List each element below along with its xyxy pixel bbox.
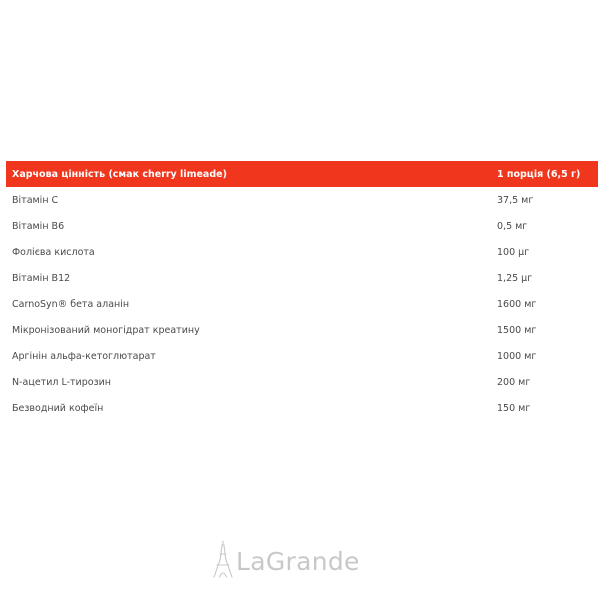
nutrition-table <box>6 161 598 421</box>
nutrient-amount: 1000 мг <box>497 350 537 362</box>
nutrient-name: Вітамін В12 <box>12 272 71 284</box>
nutrient-name: Вітамін С <box>12 194 59 206</box>
table-row <box>6 187 598 213</box>
table-row <box>6 213 598 239</box>
header-nutrition-label: Харчова цінність (смак cherry limeade) <box>12 168 227 180</box>
table-row <box>6 317 598 343</box>
nutrient-name: N-ацетил L-тирозин <box>12 376 112 388</box>
nutrient-name: Мікронізований моногідрат креатину <box>12 324 200 336</box>
nutrient-name: CarnoSyn® бета аланін <box>12 298 130 310</box>
watermark-logo <box>212 541 360 581</box>
nutrient-name: Вітамін В6 <box>12 220 65 232</box>
table-header <box>6 161 598 187</box>
table-row <box>6 395 598 421</box>
nutrient-amount: 150 мг <box>497 402 531 414</box>
table-row <box>6 369 598 395</box>
eiffel-tower-icon <box>212 540 236 582</box>
watermark-text: LaGrande <box>236 546 360 576</box>
nutrient-amount: 100 µг <box>497 246 530 258</box>
nutrient-amount: 1,25 µг <box>497 272 533 284</box>
table-row <box>6 343 598 369</box>
nutrient-name: Фолієва кислота <box>12 246 95 258</box>
table-row <box>6 291 598 317</box>
nutrient-name: Безводний кофеїн <box>12 402 104 414</box>
nutrient-amount: 1600 мг <box>497 298 537 310</box>
nutrient-amount: 1500 мг <box>497 324 537 336</box>
table-row <box>6 239 598 265</box>
nutrient-amount: 0,5 мг <box>497 220 528 232</box>
header-serving-label: 1 порція (6,5 г) <box>497 168 581 180</box>
table-row <box>6 265 598 291</box>
nutrient-name: Аргінін альфа-кетоглютарат <box>12 350 156 362</box>
nutrient-amount: 37,5 мг <box>497 194 534 206</box>
nutrient-amount: 200 мг <box>497 376 531 388</box>
